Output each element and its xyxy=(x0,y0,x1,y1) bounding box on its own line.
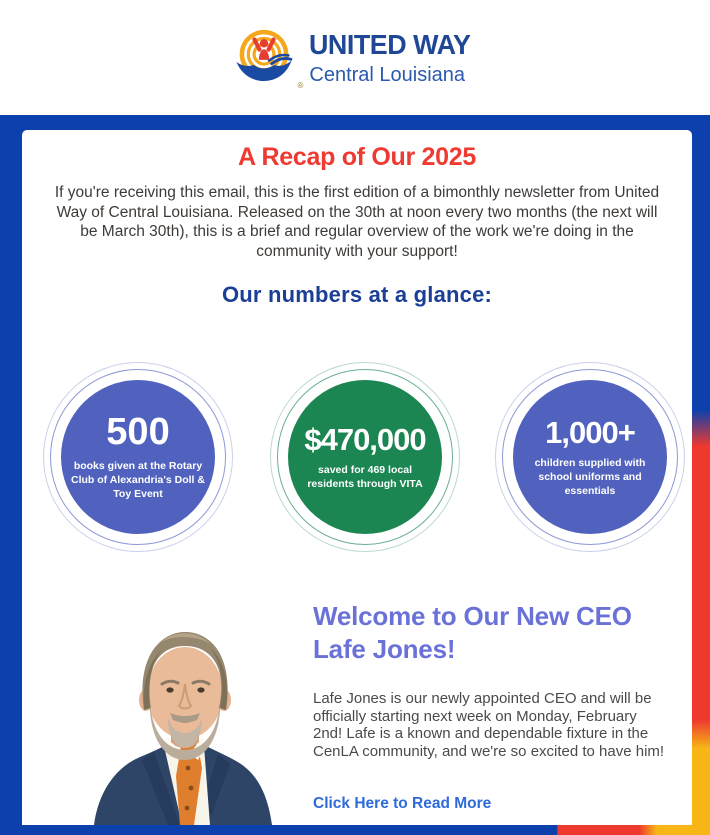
read-more-link[interactable]: Click Here to Read More xyxy=(313,795,492,812)
logo-text xyxy=(309,28,477,86)
content-card xyxy=(22,130,692,825)
stat-label: books given at the Rotary Club of Alexandria's Doll & Toy Event xyxy=(71,460,205,500)
united-way-logo[interactable] xyxy=(232,24,477,92)
united-way-logo-icon xyxy=(232,24,304,92)
ceo-section-heading: Welcome to Our New CEO Lafe Jones! xyxy=(313,601,632,664)
bottom-accent-strip xyxy=(0,825,710,835)
stat-circle-books xyxy=(43,362,233,552)
stat-label: children supplied with school uniforms and essentials xyxy=(534,456,646,497)
stat-circle-uniforms xyxy=(495,362,685,552)
stat-disc xyxy=(61,380,215,534)
ceo-portrait-photo xyxy=(84,618,280,825)
stat-disc xyxy=(288,380,442,534)
stat-value: $470,000 xyxy=(304,421,426,457)
brand-region: Central Louisiana xyxy=(309,63,466,86)
stat-disc xyxy=(513,380,667,534)
stat-circle-vita-savings xyxy=(270,362,460,552)
stat-value: 1,000+ xyxy=(545,414,635,450)
right-accent-strip xyxy=(692,115,710,835)
blue-frame xyxy=(0,115,710,835)
page-title: A Recap of Our 2025 xyxy=(238,143,476,171)
stat-value: 500 xyxy=(106,411,170,453)
stat-label: saved for 469 local residents through VITA xyxy=(307,463,423,490)
registered-trademark: ® xyxy=(297,80,304,90)
brand-name: UNITED WAY xyxy=(309,28,471,60)
email-header xyxy=(0,0,710,115)
ceo-section-body: Lafe Jones is our newly appointed CEO and will be officially starting next week on Monday, February 2nd! Lafe is a known and dependable fixture in the CenLA community, and we're so excited to have him! xyxy=(313,690,665,760)
intro-paragraph: If you're receiving this email, this is the first edition of a bimonthly newsletter from United Way of Central Louisiana. Released on the 30th at noon every two months (the next will be March 30th), this is a brief and regular overview of the work we're doing in the community with your support! xyxy=(54,184,660,260)
numbers-heading: Our numbers at a glance: xyxy=(221,282,493,307)
